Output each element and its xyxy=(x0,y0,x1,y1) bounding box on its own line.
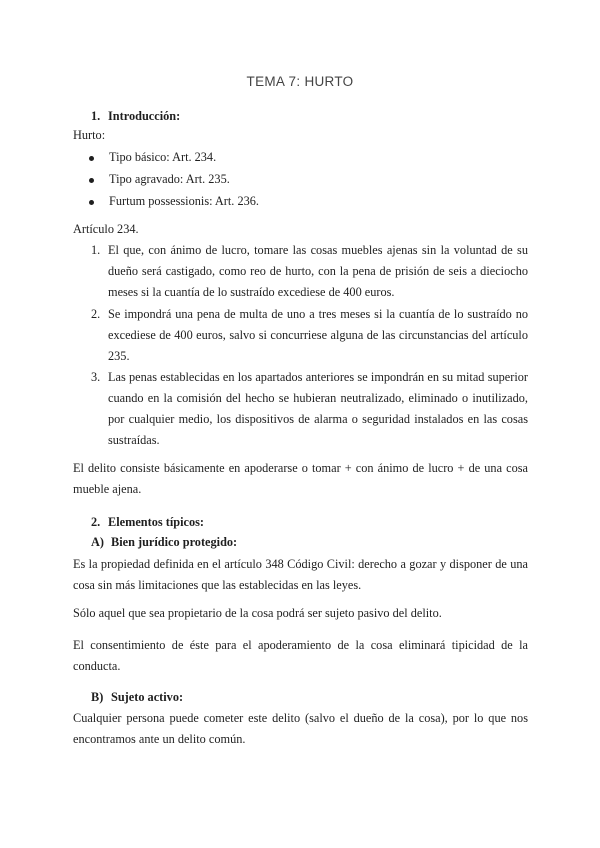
section-heading-elementos xyxy=(91,515,204,530)
paragraph: Es la propiedad definida en el artículo 348 Código Civil: derecho a gozar y disponer de una cosa sin más limitaciones que las establecidas en las leyes. xyxy=(73,557,528,592)
hurto-heading: Hurto: xyxy=(73,128,106,142)
section-heading-introduccion xyxy=(91,109,180,124)
section-number: 1. xyxy=(91,109,101,123)
subheading-sujeto-activo: B) Sujeto activo: xyxy=(91,690,184,704)
document-page: TEMA 7: HURTO 1. Introducción: Hurto: Tipo básico: Art. 234. Tipo agravado: Art. 235. Furtum possessionis: Art. 236. Artículo 234. 1. El que, con ánimo de lucro, tomare las cosas muebles ajenas sin la voluntad de su dueño será castigado, como reo de hurto, con la pena de prisión de seis a dieciocho meses si la cuantía de lo sustraído excediese de 400 euros. 2. Se impondrá una pena de multa de uno a tres meses si la cuantía de lo sustraído no excediese de 400 euros, salvo si concurriese alguna de las circunstancias del artículo 235. 3. Las penas establecidas en los apartados anteriores se impondrán en su mitad superior cuando en la comisión del hecho se hubieran neutralizado, eliminado o inutilizado, por cualquier medio, los dispositivos de alarma o seguridad instalados en las cosas sustraídas. El delito consiste básicamente en apoderarse o tomar + con ánimo de lucro + de una cosa mueble ajena. 2. Elementos típicos: A) Bien jurídico protegido: Es la propiedad definida en el artículo 348 Código Civil: derecho a gozar y disponer de una cosa sin más limitaciones que las establecidas en las leyes. Sólo aquel que sea propietario de la cosa podrá ser sujeto pasivo del delito. El consentimiento de éste para el apoderamiento de la cosa eliminará tipicidad de la conducta. B) Sujeto activo: Cualquier persona puede cometer este delito (salvo el dueño de la cosa), por lo que nos encontramos ante un delito común. xyxy=(0,0,600,848)
numbered-item: 1. El que, con ánimo de lucro, tomare las cosas muebles ajenas sin la voluntad de su dueño será castigado, como reo de hurto, con la pena de prisión de seis a dieciocho meses si la cuantía de lo sustraído excediese de 400 euros. xyxy=(91,243,528,299)
bullet-icon xyxy=(89,200,94,205)
paragraph: Cualquier persona puede cometer este delito (salvo el dueño de la cosa), por lo que nos encontramos ante un delito común. xyxy=(73,711,528,746)
summary-paragraph: El delito consiste básicamente en apoderarse o tomar + con ánimo de lucro + de una cosa mueble ajena. xyxy=(73,461,528,496)
numbered-item: 3. Las penas establecidas en los apartados anteriores se impondrán en su mitad superior cuando en la comisión del hecho se hubieran neutralizado, eliminado o inutilizado, por cualquier medio, los dispositivos de alarma o seguridad instalados en las cosas sustraídas. xyxy=(91,370,528,447)
section-number: 2. xyxy=(91,515,101,529)
article-heading: Artículo 234. xyxy=(73,222,139,236)
section-label: Introducción: xyxy=(108,109,181,123)
bullet-icon xyxy=(89,178,94,183)
bullet-icon xyxy=(89,156,94,161)
section-label: Elementos típicos: xyxy=(108,515,204,529)
paragraph: El consentimiento de éste para el apoderamiento de la cosa eliminará tipicidad de la conducta. xyxy=(73,638,528,673)
numbered-item: 2. Se impondrá una pena de multa de uno a tres meses si la cuantía de lo sustraído no excediese de 400 euros, salvo si concurriese alguna de las circunstancias del artículo 235. xyxy=(91,307,528,363)
document-title: TEMA 7: HURTO xyxy=(246,74,354,89)
subheading-bien-juridico: A) Bien jurídico protegido: xyxy=(91,535,238,549)
paragraph: Sólo aquel que sea propietario de la cosa podrá ser sujeto pasivo del delito. xyxy=(73,606,442,620)
